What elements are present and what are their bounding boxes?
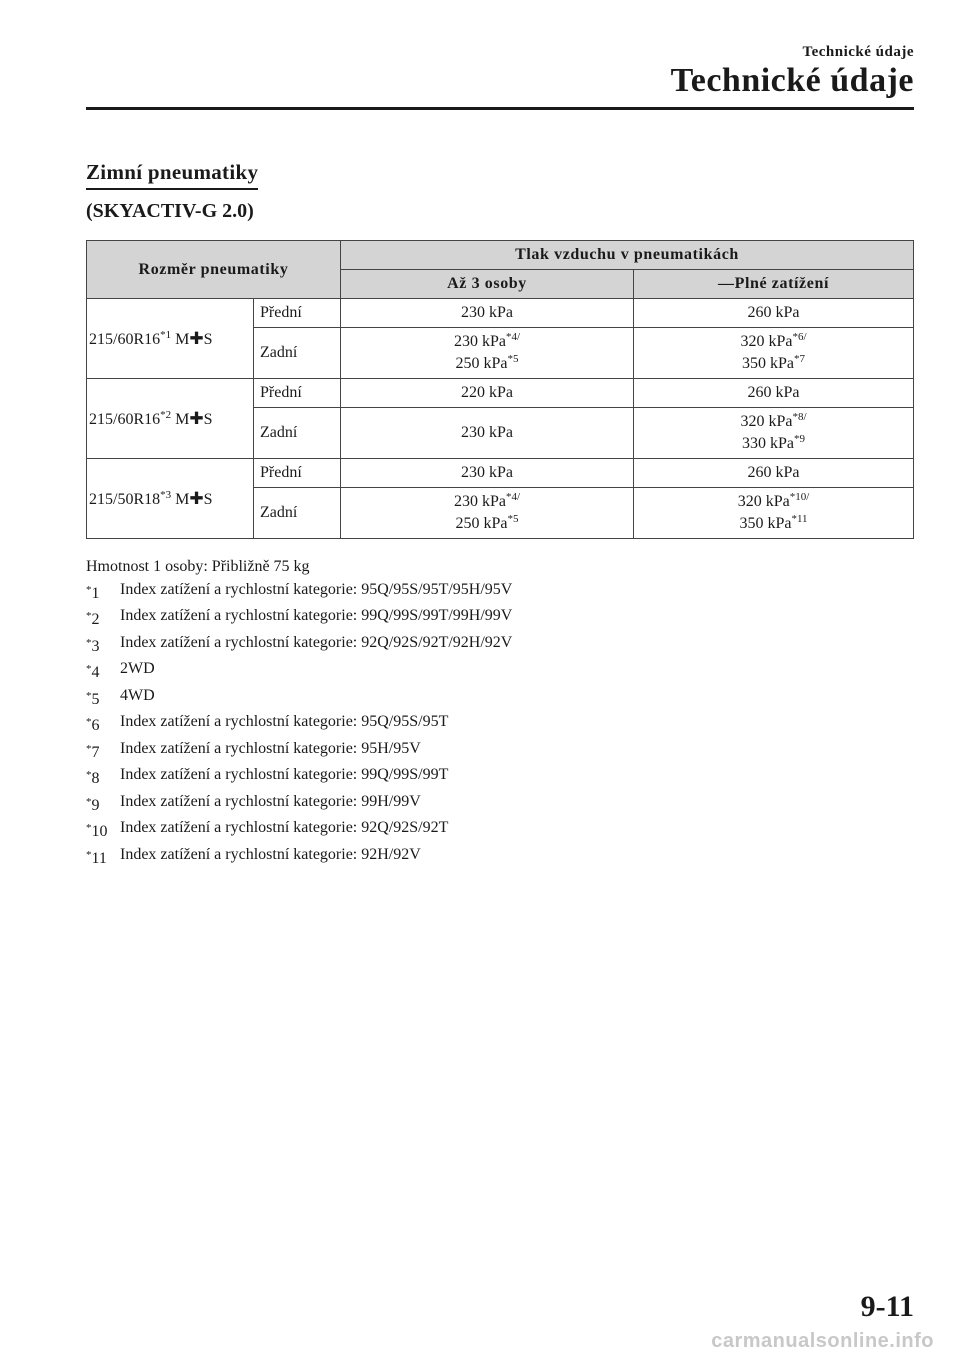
header-full-load: —Plné zatížení: [634, 270, 914, 299]
footnote-mark: [86, 632, 120, 659]
rear-full-load: [634, 488, 914, 539]
footnote: [86, 791, 512, 818]
ms-s: S: [203, 330, 213, 348]
footnote-mark: [86, 711, 120, 738]
footnote-text: 2WD: [120, 660, 155, 677]
tire-size: 215/50R18: [89, 490, 161, 508]
footnote-text: Index zatížení a rychlostní kategorie: 92Q/92S/92T/92H/92V: [120, 633, 513, 651]
footnote-mark: [86, 658, 120, 685]
front-full-load: 260 kPa: [634, 459, 914, 488]
pressure-line: [634, 513, 913, 535]
footnote-number: 7: [91, 743, 100, 761]
pressure-value: 250 kPa: [455, 515, 508, 532]
mud-snow-plus-icon: ✚: [189, 488, 204, 509]
footnote-text: Index zatížení a rychlostní kategorie: 95H/95V: [120, 739, 421, 757]
rear-up-to-3: [341, 408, 634, 459]
pressure-line: [341, 422, 633, 444]
footnote: [86, 738, 512, 765]
footnote-ref: *7: [794, 353, 805, 365]
footnote: [86, 632, 512, 659]
pressure-value: 320 kPa: [740, 333, 793, 350]
footnote-star: *: [86, 742, 92, 755]
ms-m: M: [175, 330, 190, 348]
footnote-text: Index zatížení a rychlostní kategorie: 95Q/95S/95T: [120, 713, 449, 730]
footnote-mark: [86, 791, 120, 818]
table-row: [87, 459, 914, 488]
tire-size-cell: [87, 459, 254, 539]
footnote-ref: *2: [160, 408, 172, 421]
footnote-text: Index zatížení a rychlostní kategorie: 99H/99V: [120, 792, 421, 810]
pressure-value: 350 kPa: [739, 515, 792, 532]
header-tire-size: Rozměr pneumatiky: [87, 241, 341, 299]
position-front: Přední: [254, 299, 341, 328]
pressure-line: [634, 491, 913, 513]
footnote-star: *: [86, 663, 92, 675]
footnote-number: 11: [91, 849, 107, 867]
pressure-line: [634, 411, 913, 433]
footnote-star: *: [86, 795, 92, 808]
tire-size: 215/60R16: [89, 330, 161, 348]
engine-subtitle: (SKYACTIV-G 2.0): [86, 200, 254, 222]
pressure-value: 320 kPa: [740, 413, 793, 430]
footnote-star: *: [86, 689, 92, 702]
footnote-mark: [86, 579, 120, 606]
footnote-ref: *10/: [789, 491, 810, 503]
pressure-line: [634, 331, 913, 353]
footnote-ref: *1: [160, 328, 172, 341]
footnote-mark: [86, 844, 120, 871]
tire-size-cell: [87, 299, 254, 379]
footnote-number: 10: [91, 823, 108, 840]
ms-m: M: [175, 410, 190, 428]
footnote-ref: *4/: [505, 331, 521, 343]
footnote: [86, 817, 512, 844]
table-row: [87, 299, 914, 328]
pressure-line: [634, 433, 913, 455]
pressure-line: [634, 353, 913, 375]
footnote-ref: *4/: [505, 491, 521, 503]
footnote-mark: [86, 817, 120, 844]
pressure-value: 320 kPa: [737, 493, 790, 510]
tire-size: 215/60R16: [89, 410, 161, 428]
footnote-text: Index zatížení a rychlostní kategorie: 95Q/95S/95T/95H/95V: [120, 580, 513, 598]
position-front: Přední: [254, 379, 341, 408]
footnote-text: Index zatížení a rychlostní kategorie: 99Q/99S/99T/99H/99V: [120, 607, 513, 624]
header-pressure: Tlak vzduchu v pneumatikách: [341, 241, 914, 270]
pressure-line: [341, 513, 633, 535]
footnote-number: 8: [91, 770, 100, 787]
footnote-number: 1: [91, 584, 100, 602]
footnote: [86, 605, 512, 632]
tire-size-cell: [87, 379, 254, 459]
header-divider: [86, 107, 914, 110]
footnote-ref: *5: [507, 353, 519, 365]
footnote-mark: [86, 764, 120, 791]
footnote-number: 4: [91, 664, 100, 681]
site-watermark: carmanualsonline.info: [711, 1330, 934, 1352]
ms-m: M: [175, 490, 190, 508]
position-front: Přední: [254, 459, 341, 488]
section-title: Zimní pneumatiky: [86, 160, 258, 190]
footnote: [86, 579, 512, 606]
footnote-ref: *9: [794, 433, 805, 445]
pressure-value: 350 kPa: [742, 355, 794, 372]
pressure-value: 250 kPa: [455, 355, 508, 372]
notes-block: [86, 556, 512, 870]
footnote-ref: *3: [160, 488, 172, 501]
footnote-star: *: [86, 822, 92, 834]
footnote: [86, 658, 512, 685]
front-up-to-3: 220 kPa: [341, 379, 634, 408]
position-rear: Zadní: [254, 328, 341, 379]
footnote-star: *: [86, 716, 92, 728]
footnote-number: 9: [91, 796, 100, 814]
footnote: [86, 685, 512, 712]
footnote-text: Index zatížení a rychlostní kategorie: 92Q/92S/92T: [120, 819, 449, 836]
header-up-to-3: Až 3 osoby: [341, 270, 634, 299]
rear-up-to-3: [341, 328, 634, 379]
footnote-ref: *8/: [792, 411, 807, 423]
footnote-text: 4WD: [120, 686, 155, 704]
person-weight-note: Hmotnost 1 osoby: Přibližně 75 kg: [86, 558, 310, 575]
footnote-ref: *11: [791, 513, 808, 525]
footnote-list: [86, 579, 512, 871]
footnote-mark: [86, 685, 120, 712]
tire-pressure-table: [86, 240, 914, 539]
pressure-line: [341, 353, 633, 375]
footnote-number: 2: [91, 611, 100, 628]
pressure-value: 330 kPa: [742, 435, 794, 452]
rear-full-load: [634, 328, 914, 379]
footnote-ref: *6/: [792, 331, 807, 343]
footnote-star: *: [86, 636, 92, 649]
position-rear: Zadní: [254, 408, 341, 459]
ms-s: S: [203, 490, 213, 508]
rear-up-to-3: [341, 488, 634, 539]
footnote: [86, 711, 512, 738]
pressure-line: [341, 491, 633, 513]
footnote: [86, 764, 512, 791]
footnote-mark: [86, 605, 120, 632]
footnote-ref: *5: [507, 513, 519, 525]
footnote-number: 6: [91, 717, 100, 734]
running-header: Technické údaje: [802, 44, 914, 60]
front-up-to-3: 230 kPa: [341, 459, 634, 488]
footnote-number: 3: [91, 637, 100, 655]
footnote-text: Index zatížení a rychlostní kategorie: 99Q/99S/99T: [120, 766, 449, 783]
footnote-mark: [86, 738, 120, 765]
rear-full-load: [634, 408, 914, 459]
chapter-title: Technické údaje: [670, 62, 914, 99]
footnote-star: *: [86, 848, 92, 861]
footnote: [86, 844, 512, 871]
footnote-number: 5: [91, 690, 100, 708]
footnote-star: *: [86, 769, 92, 781]
footnote-star: *: [86, 610, 92, 622]
pressure-value: 230 kPa: [461, 424, 513, 441]
pressure-value: 230 kPa: [453, 333, 506, 350]
footnote-text: Index zatížení a rychlostní kategorie: 92H/92V: [120, 845, 421, 863]
front-up-to-3: 230 kPa: [341, 299, 634, 328]
table-header-row: [87, 241, 914, 270]
front-full-load: 260 kPa: [634, 299, 914, 328]
mud-snow-plus-icon: ✚: [189, 408, 204, 429]
pressure-value: 230 kPa: [453, 493, 506, 510]
page-number: 9-11: [860, 1290, 914, 1323]
table-row: [87, 379, 914, 408]
ms-s: S: [203, 410, 213, 428]
mud-snow-plus-icon: ✚: [189, 328, 204, 349]
footnote-star: *: [86, 583, 92, 596]
position-rear: Zadní: [254, 488, 341, 539]
pressure-line: [341, 331, 633, 353]
front-full-load: 260 kPa: [634, 379, 914, 408]
